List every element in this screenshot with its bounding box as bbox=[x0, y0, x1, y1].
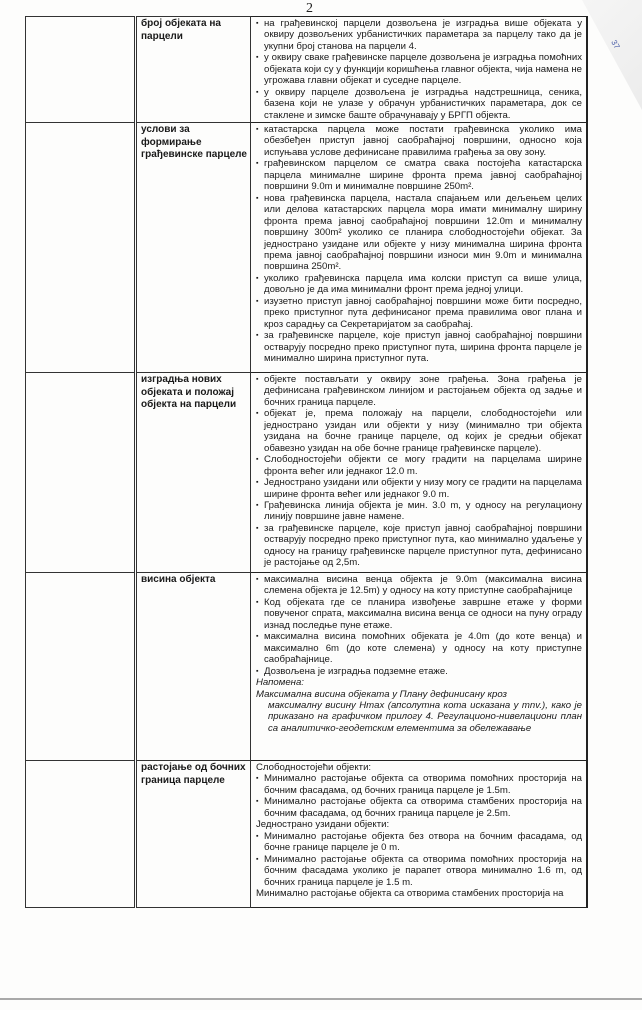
row-content bbox=[251, 17, 588, 123]
bullet-item: ▪ Код објеката где се планира извођење завршне етаже у форми повученог спрата, максимална висина венца се односи на пуну ограду изнад последње пуне етаже. bbox=[256, 597, 582, 631]
table-row bbox=[26, 373, 588, 573]
scan-edge-line bbox=[0, 998, 642, 1000]
bullet-item: ▪ на грађевинској парцели дозвољена је изградња више објеката у оквиру дозвољених урбанистичких параметара за парцелу тако да је укупни број станова на парцели 4. bbox=[256, 18, 582, 52]
bullet-item: ▪ максимална висина помоћних објеката је 4.0m (до коте венца) и максимално 6m (до коте слемена) у односу на коту приступне саобраћајнице. bbox=[256, 631, 582, 665]
blank-cell bbox=[26, 373, 136, 573]
row-label: растојање од бочних граница парцеле bbox=[136, 761, 251, 908]
rule-list bbox=[256, 18, 582, 121]
bullet-item: ▪ уколико грађевинска парцела има колски приступ са више улица, довољно је да има минимални фронт према једној улици. bbox=[256, 273, 582, 296]
bullet-item: ▪ Слободностојећи објекти се могу градити на парцелама ширине фронта већег или једнаког 12.0 m. bbox=[256, 454, 582, 477]
table-row bbox=[26, 17, 588, 123]
bullet-item: ▪ грађевинском парцелом се сматра свака постојећа катастарска парцела минималне ширине фронта према јавној саобраћајној површини 9.0m и минималне површине 250m². bbox=[256, 158, 582, 192]
folded-page-corner bbox=[582, 0, 642, 110]
bullet-item: ▪ Минимално растојање објекта са отворима помоћних просторија на бочним фасадама, од бочних граница парцеле је 1.5m. bbox=[256, 773, 582, 796]
row-content bbox=[251, 123, 588, 373]
bullet-item: ▪ у оквиру парцеле дозвољена је изградња надстрешница, сеника, базена који не улазе у обрачун урбанистичких параметара, док се стаклене и зимске баште обрачунавају у БРГП објекта. bbox=[256, 87, 582, 121]
blank-cell bbox=[26, 17, 136, 123]
row-label: услови за формирање грађевинске парцеле bbox=[136, 123, 251, 373]
bullet-item: ▪ Једнострано узидани или објекти у низу могу се градити на парцелама ширине фронта већег или једнаког 9.0 m. bbox=[256, 477, 582, 500]
bullet-item: ▪ за грађевинске парцеле, које приступ јавној саобраћајној површини остварују посредно преко приступног пута, као минимално удаљење у односу на границу грађевинске парцеле приступног пута, дефинисано је растојање од 2,5m. bbox=[256, 523, 582, 569]
row-label: висина објекта bbox=[136, 573, 251, 761]
table-row bbox=[26, 573, 588, 761]
rule-list bbox=[256, 762, 582, 899]
note-text: максималну висину Hmax (апсолутна кота исказана у mnv.), како је приказано на графичком прилогу 4. Регулационо-нивелациони план са аналитичко-геодетским елементима за обележавање bbox=[268, 699, 582, 734]
blank-cell bbox=[26, 573, 136, 761]
blank-cell bbox=[26, 123, 136, 373]
regulations-table bbox=[25, 16, 588, 908]
subheading: Једнострано узидани објекти: bbox=[256, 819, 390, 831]
bullet-item: ▪ објекат је, према положају на парцели, слободностојећи или једнострано узидан или објекти у низу (минимално три објекта узидана на бочне границе парцеле, од којих је средњи објекат обавезно узидан на обе бочне границе грађевинске парцеле). bbox=[256, 408, 582, 454]
note-text: Максимална висина објеката у Плану дефинисану кроз bbox=[256, 688, 508, 700]
bullet-item: ▪ катастарска парцела може постати грађевинска уколико има обезбеђен приступ јавној саобраћајној површини, односно која испуњава услове дефинисане правилима грађења за ову зону. bbox=[256, 124, 582, 158]
rule-list bbox=[256, 124, 582, 365]
stamp-mark: 37 bbox=[609, 38, 622, 51]
bullet-item: ▪ Минимално растојање објекта са отворима помоћних просторија на бочним фасадама уколико је парапет отвора минимално 1.6 m, од бочних граница парцеле је 1.5 m. bbox=[256, 854, 582, 888]
table-row bbox=[26, 761, 588, 908]
rule-list bbox=[256, 374, 582, 569]
bullet-item: ▪ објекте постављати у оквиру зоне грађења. Зона грађења је дефинисана грађевинском линијом и растојањем објекта од задње и бочних граница парцеле. bbox=[256, 374, 582, 408]
bullet-item: ▪ Минимално растојање објекта са отворима стамбених просторија на бочним фасадама, од бочних граница парцеле је 2.5m. bbox=[256, 796, 582, 819]
bullet-item: ▪ у оквиру сваке грађевинске парцеле дозвољена је изградња помоћних објеката који су у функцији коришћења главног објекта, чија намена не угрожава главни објекат и суседне парцеле. bbox=[256, 52, 582, 86]
subheading: Минимално растојање објекта са отворима стамбених просторија на bbox=[256, 887, 564, 899]
bullet-item: ▪ максимална висина венца објекта је 9.0m (максимална висина слемена објекта је 12.5m) у односу на коту приступне саобраћајнице bbox=[256, 574, 582, 597]
row-content bbox=[251, 761, 588, 908]
table-row bbox=[26, 123, 588, 373]
row-content bbox=[251, 573, 588, 761]
rule-list bbox=[256, 574, 582, 734]
bullet-item: ▪ Минимално растојање објекта без отвора на бочним фасадама, од бочне границе парцеле је 0 m. bbox=[256, 831, 582, 854]
note-title: Напомена: bbox=[256, 677, 304, 689]
row-content bbox=[251, 373, 588, 573]
bullet-item: ▪ за грађевинске парцеле, које приступ јавној саобраћајној површини остварују посредно преко приступног пута, ширина фронта парцеле је минимално ширина приступног пута. bbox=[256, 330, 582, 364]
bullet-item: ▪ Грађевинска линија објекта је мин. 3.0 m, у односу на регулациону линију површине јавне намене. bbox=[256, 500, 582, 523]
bullet-item: ▪ Дозвољена је изградња подземне етаже. bbox=[256, 666, 582, 677]
subheading: Слободностојећи објекти: bbox=[256, 762, 372, 773]
page-number: 2 bbox=[306, 1, 313, 16]
bullet-item: ▪ изузетно приступ јавној саобраћајној површини може бити посредно, преко приступног пута дефинисаног према правилима овог плана и кроз сарадњу са Секретаријатом за саобраћај. bbox=[256, 296, 582, 330]
bullet-item: ▪ нова грађевинска парцела, настала спајањем или дељењем целих или делова катастарских парцела мора имати минималну ширину фронта према јавној саобраћајној површини 12.0m и минималну површину 300m² уколико се планира слободностојећи објекат. За једнострано узидане или објекте у низу минимална ширина фронта према јавној саобраћајној површини износи мин 9.0m и минимална површина 250m². bbox=[256, 193, 582, 273]
blank-cell bbox=[26, 761, 136, 908]
row-label: број објеката на парцели bbox=[136, 17, 251, 123]
row-label: изградња нових објеката и положај објекта на парцели bbox=[136, 373, 251, 573]
